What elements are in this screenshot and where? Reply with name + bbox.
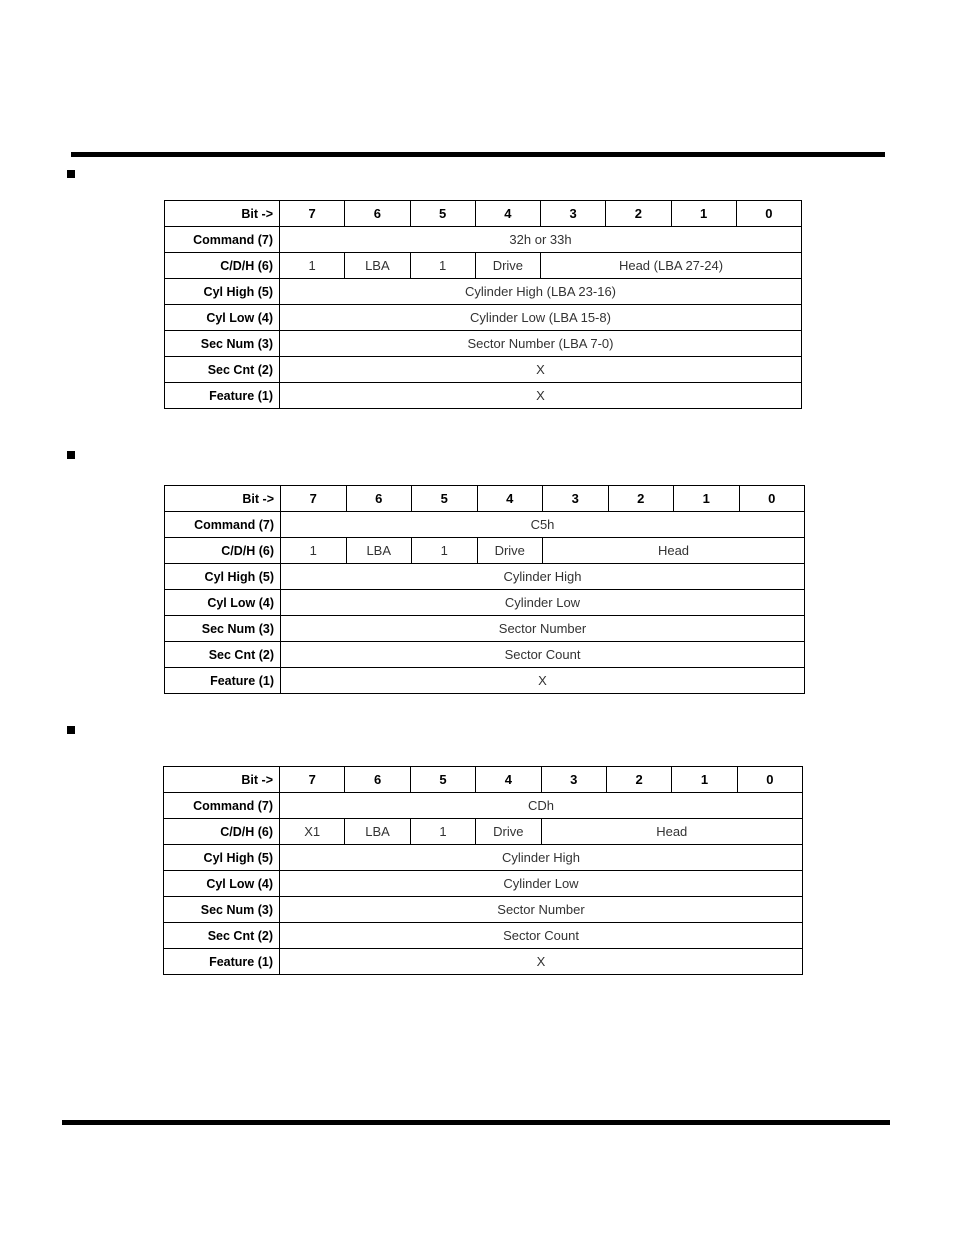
feature-row: [165, 668, 805, 694]
row-label: Cyl High (5): [164, 845, 280, 871]
section-bullet-2: [67, 451, 75, 459]
bit-number: 6: [346, 486, 412, 512]
row-label: Sec Cnt (2): [165, 357, 280, 383]
register-value: Cylinder High (LBA 23-16): [280, 279, 802, 305]
row-label: Command (7): [165, 227, 280, 253]
bit-number: 2: [606, 767, 671, 793]
bit-number: 2: [606, 201, 671, 227]
command-row: [165, 227, 802, 253]
register-value: 32h or 33h: [280, 227, 802, 253]
register-value: Cylinder Low: [281, 590, 805, 616]
cyl-low-row: [165, 590, 805, 616]
register-value: Sector Count: [281, 642, 805, 668]
bit-number: 1: [674, 486, 740, 512]
register-value: CDh: [280, 793, 803, 819]
register-value: X: [280, 383, 802, 409]
bit-4-value: Drive: [475, 253, 540, 279]
bit-number: 4: [476, 767, 541, 793]
bit-7-value: 1: [280, 253, 345, 279]
bit-number: 1: [672, 767, 737, 793]
cyl-low-row: [164, 871, 803, 897]
bit-5-value: 1: [410, 819, 475, 845]
command-row: [165, 512, 805, 538]
row-label: Feature (1): [165, 383, 280, 409]
cyl-high-row: [165, 564, 805, 590]
row-label: Cyl High (5): [165, 279, 280, 305]
bit-6-value: LBA: [345, 819, 410, 845]
sec-cnt-row: [165, 357, 802, 383]
sec-cnt-row: [165, 642, 805, 668]
row-label: Cyl Low (4): [164, 871, 280, 897]
cyl-high-row: [165, 279, 802, 305]
row-label: C/D/H (6): [165, 253, 280, 279]
register-table-3: [163, 766, 803, 975]
bit-number: 7: [280, 767, 345, 793]
row-label: Cyl Low (4): [165, 305, 280, 331]
sec-num-row: [165, 331, 802, 357]
row-label: Cyl High (5): [165, 564, 281, 590]
bit-number: 2: [608, 486, 674, 512]
row-label: Cyl Low (4): [165, 590, 281, 616]
bit-header-row: [165, 486, 805, 512]
section-bullet-3: [67, 726, 75, 734]
bit-6-value: LBA: [345, 253, 410, 279]
command-row: [164, 793, 803, 819]
feature-row: [165, 383, 802, 409]
bit-header-row: [165, 201, 802, 227]
section-bullet-1: [67, 170, 75, 178]
register-value: X: [281, 668, 805, 694]
register-value: Sector Number: [281, 616, 805, 642]
bit-5-value: 1: [410, 253, 475, 279]
cdh-row: [165, 253, 802, 279]
register-value: Sector Number (LBA 7-0): [280, 331, 802, 357]
feature-row: [164, 949, 803, 975]
bit-number: 7: [280, 201, 345, 227]
row-label: C/D/H (6): [164, 819, 280, 845]
register-value: Cylinder High: [281, 564, 805, 590]
bit-number: 0: [739, 486, 805, 512]
head-value: Head: [543, 538, 805, 564]
head-value: Head (LBA 27-24): [541, 253, 802, 279]
register-value: Cylinder High: [280, 845, 803, 871]
bit-number: 5: [410, 201, 475, 227]
cdh-row: [164, 819, 803, 845]
row-label: Sec Num (3): [164, 897, 280, 923]
bit-header-row: [164, 767, 803, 793]
bit-number: 3: [541, 201, 606, 227]
bit-6-value: LBA: [346, 538, 412, 564]
bit-number: 7: [281, 486, 347, 512]
register-value: Sector Count: [280, 923, 803, 949]
row-label: Command (7): [164, 793, 280, 819]
row-label: Command (7): [165, 512, 281, 538]
row-label: Sec Cnt (2): [164, 923, 280, 949]
register-table-1: [164, 200, 802, 409]
row-label: Feature (1): [164, 949, 280, 975]
register-table-2: [164, 485, 805, 694]
register-value: X: [280, 357, 802, 383]
register-value: Cylinder Low (LBA 15-8): [280, 305, 802, 331]
bit-4-value: Drive: [477, 538, 543, 564]
row-label: Feature (1): [165, 668, 281, 694]
row-label: C/D/H (6): [165, 538, 281, 564]
bottom-rule: [62, 1120, 890, 1125]
register-value: Sector Number: [280, 897, 803, 923]
bit-number: 0: [736, 201, 801, 227]
top-rule: [71, 152, 885, 157]
head-value: Head: [541, 819, 803, 845]
row-label: Bit ->: [165, 201, 280, 227]
bit-7-value: 1: [281, 538, 347, 564]
cdh-row: [165, 538, 805, 564]
bit-number: 0: [737, 767, 802, 793]
sec-num-row: [165, 616, 805, 642]
bit-number: 3: [541, 767, 606, 793]
bit-number: 4: [475, 201, 540, 227]
row-label: Sec Num (3): [165, 331, 280, 357]
bit-5-value: 1: [412, 538, 478, 564]
bit-number: 4: [477, 486, 543, 512]
cyl-high-row: [164, 845, 803, 871]
sec-cnt-row: [164, 923, 803, 949]
bit-number: 6: [345, 767, 410, 793]
row-label: Bit ->: [164, 767, 280, 793]
bit-7-value: X1: [280, 819, 345, 845]
row-label: Sec Cnt (2): [165, 642, 281, 668]
register-value: X: [280, 949, 803, 975]
bit-number: 5: [412, 486, 478, 512]
row-label: Bit ->: [165, 486, 281, 512]
bit-number: 3: [543, 486, 609, 512]
bit-4-value: Drive: [476, 819, 541, 845]
sec-num-row: [164, 897, 803, 923]
cyl-low-row: [165, 305, 802, 331]
row-label: Sec Num (3): [165, 616, 281, 642]
register-value: Cylinder Low: [280, 871, 803, 897]
bit-number: 5: [410, 767, 475, 793]
bit-number: 6: [345, 201, 410, 227]
bit-number: 1: [671, 201, 736, 227]
register-value: C5h: [281, 512, 805, 538]
